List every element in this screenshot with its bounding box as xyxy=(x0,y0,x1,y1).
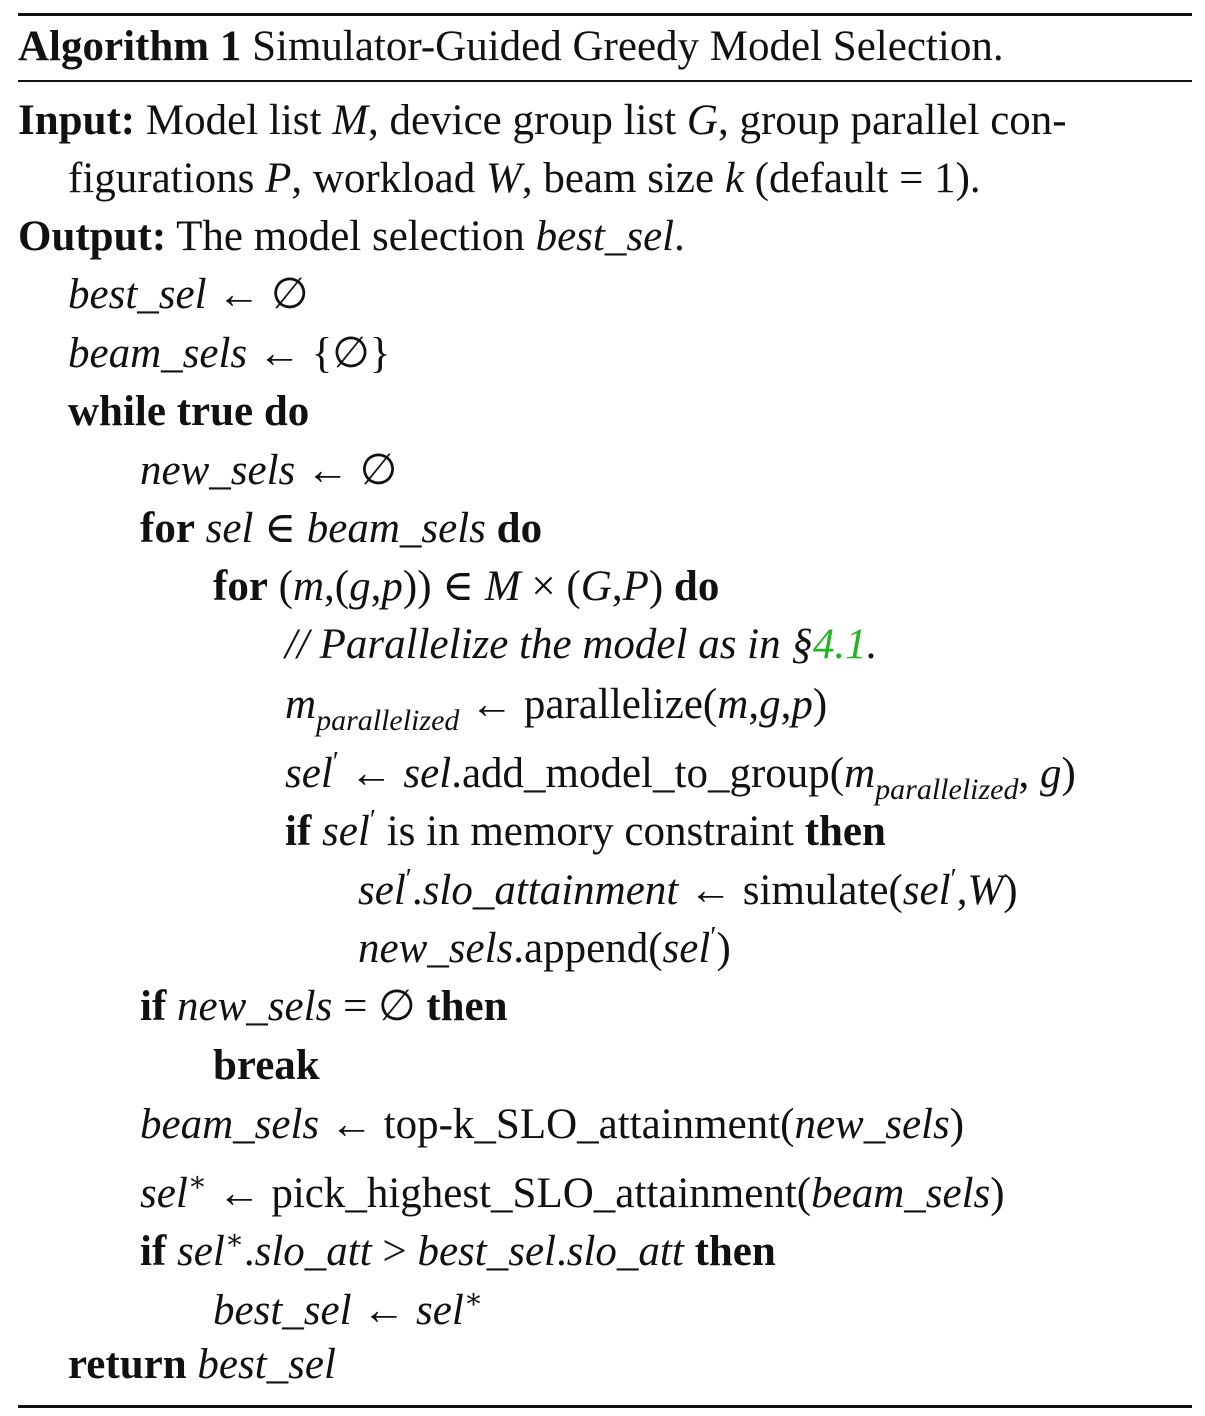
section-reference-link[interactable]: 4.1 xyxy=(812,621,867,668)
algo-line-19-text: return best_sel xyxy=(68,1341,336,1388)
input-line-1 xyxy=(18,96,1067,146)
algo-line-1-text: best_sel ← ∅ xyxy=(68,271,309,318)
algorithm-label: Algorithm 1 xyxy=(18,23,242,70)
algo-line-5 xyxy=(140,504,542,554)
algo-line-3-text: while true do xyxy=(68,388,310,435)
input-text-2: figurations P, workload W, beam size k (default = 1). xyxy=(68,155,981,202)
algo-line-11-text: sel′.slo_attainment ← simulate(sel′,W) xyxy=(358,864,1018,914)
algo-line-14 xyxy=(213,1041,320,1091)
algo-line-3 xyxy=(68,387,309,437)
algo-line-8 xyxy=(285,680,827,746)
algo-line-8-text: $m_{parallelized}$ ← parallelize(m,g,p) xyxy=(285,681,828,737)
algo-line-16-text: sel∗ ← pick_highest_SLO_attainment(beam_sels) xyxy=(140,1167,1005,1217)
algo-line-9-text: sel′ ← $sel.add\_model\_to\_group(m_{parallelized}$, g) xyxy=(285,747,1076,806)
algo-line-6-text: for (m,(g,p)) ∈ M × (G,P) do xyxy=(213,563,720,610)
algo-line-13-text: if new_sels = ∅ then xyxy=(140,983,508,1030)
algo-line-4 xyxy=(140,446,397,496)
bottom-rule xyxy=(18,1405,1192,1408)
algo-line-16 xyxy=(140,1158,1005,1219)
algorithm-title: Simulator-Guided Greedy Model Selection. xyxy=(252,23,1004,70)
algo-line-17-text: if sel∗.slo_att > best_sel.slo_att then xyxy=(140,1225,776,1275)
input-line-2 xyxy=(68,154,981,204)
algo-line-1 xyxy=(68,270,309,320)
algo-line-19 xyxy=(68,1340,336,1390)
algo-line-7-comment xyxy=(285,620,877,670)
caption-rule xyxy=(18,80,1192,82)
algo-line-17 xyxy=(140,1216,776,1277)
algo-line-15 xyxy=(140,1100,964,1150)
output-keyword: Output: xyxy=(18,213,167,260)
algo-line-2-text: beam_sels ← {∅} xyxy=(68,330,391,377)
algo-line-5-text: for sel ∈ beam_sels do xyxy=(140,505,543,552)
algo-line-12-text: new_sels.append(sel′) xyxy=(358,922,731,972)
algo-line-18-text: best_sel ← sel∗ xyxy=(213,1284,483,1334)
algo-line-14-text: break xyxy=(213,1042,320,1089)
algo-line-11 xyxy=(358,855,1018,916)
input-text-1: Model list M, device group list G, group parallel con- xyxy=(145,97,1067,144)
comment-period: . xyxy=(866,621,878,668)
algo-line-15-text: beam_sels ← top-k_SLO_attainment(new_sels) xyxy=(140,1101,965,1148)
algo-line-2 xyxy=(68,329,390,379)
input-keyword: Input: xyxy=(18,97,136,144)
algo-line-4-text: new_sels ← ∅ xyxy=(140,447,398,494)
algo-line-13 xyxy=(140,982,508,1032)
algorithm-caption xyxy=(18,22,1004,72)
comment-text: // Parallelize the model as in § xyxy=(285,621,813,668)
algo-line-18 xyxy=(213,1275,483,1336)
algo-line-10 xyxy=(285,796,886,857)
top-rule xyxy=(18,13,1192,16)
output-text: The model selection best_sel. xyxy=(176,213,685,260)
algo-line-6 xyxy=(213,562,719,612)
output-line xyxy=(18,212,685,262)
algo-line-10-text: if sel′ is in memory constraint then xyxy=(285,805,886,855)
algo-line-12 xyxy=(358,913,731,974)
